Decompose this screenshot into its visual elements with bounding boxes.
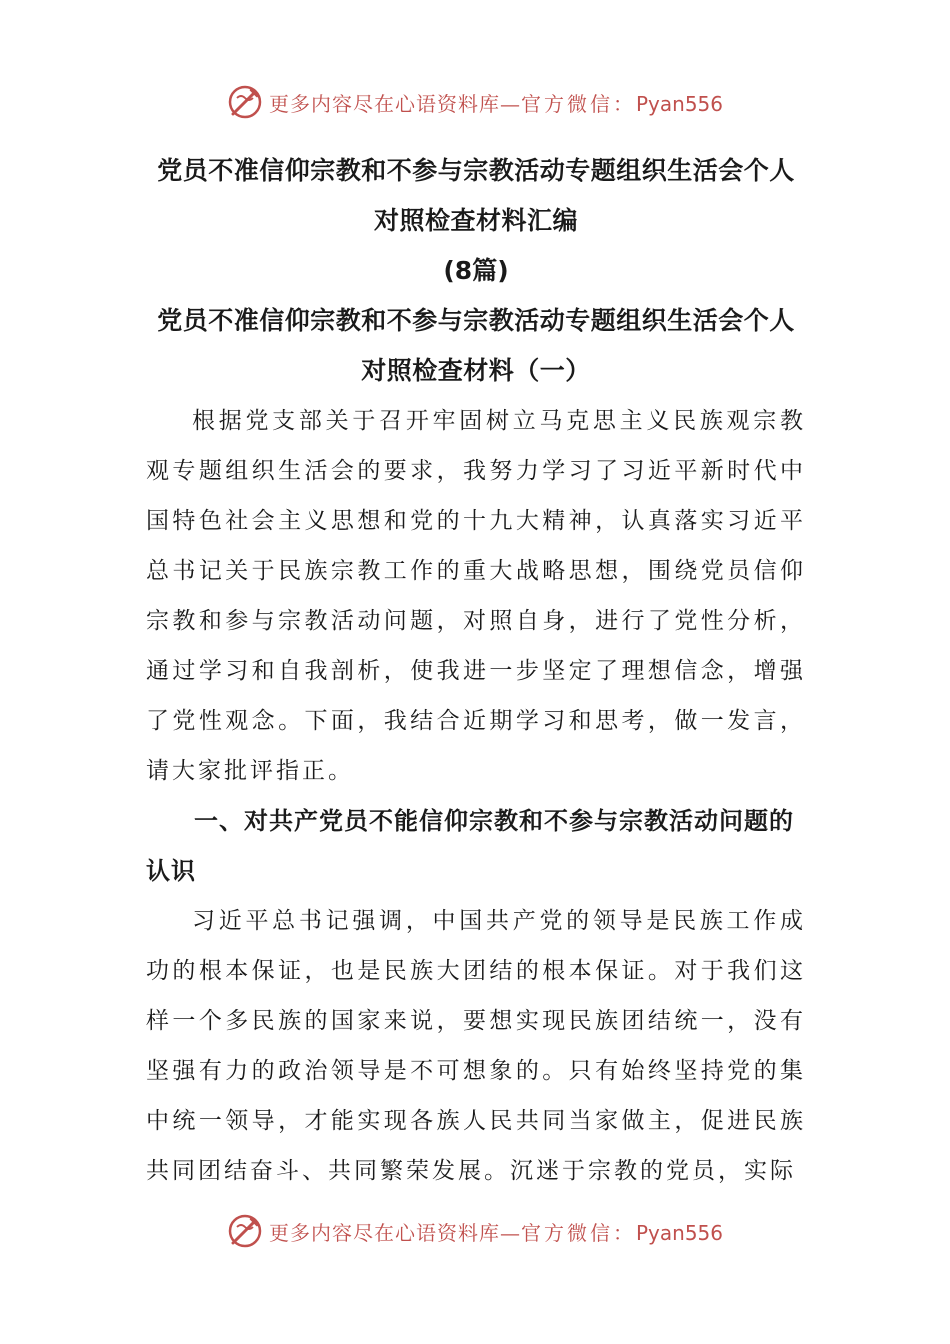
watermark-text <box>269 1217 723 1246</box>
intro-paragraph: 根据党支部关于召开牢固树立马克思主义民族观宗教观专题组织生活会的要求，我努力学习了习近平新时代中国特色社会主义思想和党的十九大精神，认真落实习近平总书记关于民族宗教工作的重大战略思想，围绕党员信仰宗教和参与宗教活动问题，对照自身，进行了党性分析，通过学习和自我剖析，使我进一步坚定了理想信念，增强了党性观念。下面，我结合近期学习和思考，做一发言，请大家批评指正。 <box>146 408 806 784</box>
watermark-site: 更多内容尽在心语资料库 <box>268 91 500 116</box>
header-watermark <box>0 82 950 122</box>
watermark-site: 更多内容尽在心语资料库 <box>268 1220 500 1245</box>
section1-heading: 一、对共产党员不能信仰宗教和不参与宗教活动问题的认识 <box>146 807 794 885</box>
document-body <box>146 146 806 1196</box>
footer-watermark <box>0 1211 950 1251</box>
watermark-text <box>269 88 723 117</box>
main-title-line1: 党员不准信仰宗教和不参与宗教活动专题组织生活会个人 <box>157 156 795 185</box>
article-title-line2: 对照检查材料（一） <box>361 356 591 385</box>
watermark-separator: — <box>499 1220 521 1245</box>
watermark-wechat-label: 官方微信： <box>520 91 636 116</box>
watermark-wechat-label: 官方微信： <box>520 1220 636 1245</box>
article-title-line1: 党员不准信仰宗教和不参与宗教活动专题组织生活会个人 <box>157 306 795 335</box>
watermark-separator: — <box>499 91 521 116</box>
pen-circle-icon <box>227 84 263 120</box>
section1-paragraph: 习近平总书记强调，中国共产党的领导是民族工作成功的根本保证，也是民族大团结的根本保证。对于我们这样一个多民族的国家来说，要想实现民族团结统一，没有坚强有力的政治领导是不可想象的。只有始终坚持党的集中统一领导，才能实现各族人民共同当家做主，促进民族共同团结奋斗、共同繁荣发展。沉迷于宗教的党员，实际 <box>146 908 806 1184</box>
article-count: (8篇) <box>443 256 509 285</box>
watermark-account: Pyan556 <box>635 91 723 116</box>
pen-circle-icon <box>227 1213 263 1249</box>
main-title-line2: 对照检查材料汇编 <box>373 206 578 235</box>
watermark-account: Pyan556 <box>635 1220 723 1245</box>
